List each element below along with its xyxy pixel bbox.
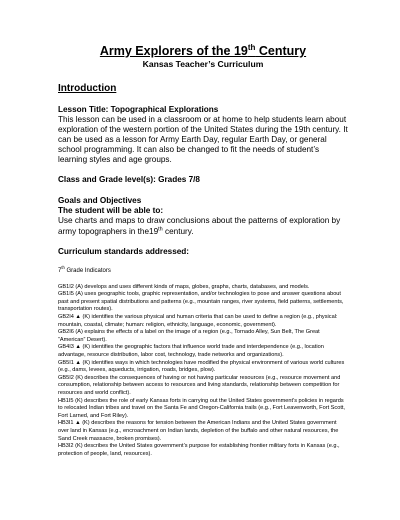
goals-heading: Goals and Objectives xyxy=(58,196,142,206)
indicators-grade: 7 xyxy=(58,267,62,274)
standard-item: GB2I4 ▲ (K) identifies the various physical and human criteria that can be used to define a region (e.g., physical: mountain, coastal, climate; human: religion, ethnicity, language, economic, government). xyxy=(58,314,338,328)
goals-text-end: century. xyxy=(162,226,194,236)
standard-item: GB5I2 (K) describes the consequences of having or not having particular resources (e.g., resource movement and consumption, relationship between access to resources and living standards, relationship between competition for resources and world conflict). xyxy=(58,374,341,396)
standard-item: GB1I2 (A) develops and uses different kinds of maps, globes, graphs, charts, databases, and models. xyxy=(58,283,310,290)
standard-item: HB1I5 (K) describes the role of early Kansas forts in carrying out the United States government’s policies in regards to relocated Indian tribes and travel on the Santa Fe and Oregon-California trails (e.g., Fort Leavenworth, Fort Scott, Fort Larned, and Fort Riley). xyxy=(58,397,345,419)
standard-item: GB5I1 ▲ (K) identifies ways in which technologies have modified the physical environment of various world cultures (e.g., dams, levees, aqueducts, irrigation, roads, bridges, plow). xyxy=(58,359,345,374)
indicators-superscript: th xyxy=(61,264,65,270)
standards-list xyxy=(58,284,348,459)
standard-item: GB2I6 (A) explains the effects of a label on the image of a region (e.g., Tornado Alley, Sun Belt, The Great “American” Desert). xyxy=(58,329,320,343)
standard-item: GB1I5 (A) uses geographic tools, graphic representation, and/or technologies to pose and answer questions about past and present spatial distributions and patterns (e.g., mountain ranges, river systems, field patterns, settlements, transportation routes). xyxy=(58,291,344,313)
indicators-heading xyxy=(58,264,348,275)
standard-item: HB3I2 (K) describes the United States government’s purpose for establishing frontier military forts in Kansas (e.g., protection of people, land, resources). xyxy=(58,443,340,457)
goals-text xyxy=(58,216,348,236)
standards-heading: Curriculum standards addressed: xyxy=(58,246,190,256)
title-superscript: th xyxy=(247,42,256,52)
introduction-heading: Introduction xyxy=(58,83,117,94)
document-subtitle: Kansas Teacher’s Curriculum xyxy=(142,59,264,69)
goals-text-main: Use charts and maps to draw conclusions about the patterns of exploration by army topographers in the19 xyxy=(58,216,341,236)
goals-subheading: The student will be able to: xyxy=(58,206,164,216)
lesson-description: This lesson can be used in a classroom or at home to help students learn about exploration of the western portion of the United States during the 19th century. It can be used as a lesson for Army Earth Day, regular Earth Day, or general school programming. It can also be changed to fit the needs of student’s learning styles and age groups. xyxy=(58,115,348,165)
title-tail: Century xyxy=(255,44,307,58)
indicators-label: Grade Indicators xyxy=(64,267,111,274)
standard-item: GB4I3 ▲ (K) identifies the geographic factors that influence world trade and interdependence (e.g., location advantage, resource distribution, labor cost, technology, trade networks and organizations). xyxy=(58,344,324,358)
document-title xyxy=(58,44,348,58)
lesson-title: Lesson Title: Topographical Explorations xyxy=(58,105,219,114)
grade-levels: Class and Grade level(s): Grades 7/8 xyxy=(58,175,200,185)
standard-item: HB3I1 ▲ (K) describes the reasons for tension between the American Indians and the United States government over land in Kansas (e.g., encroachment on Indian lands, depletion of the buffalo and other natural resources, the Sand Creek massacre, broken promises). xyxy=(58,420,339,442)
title-main: Army Explorers of the 19 xyxy=(99,44,248,58)
goals-text-superscript: th xyxy=(158,225,163,232)
